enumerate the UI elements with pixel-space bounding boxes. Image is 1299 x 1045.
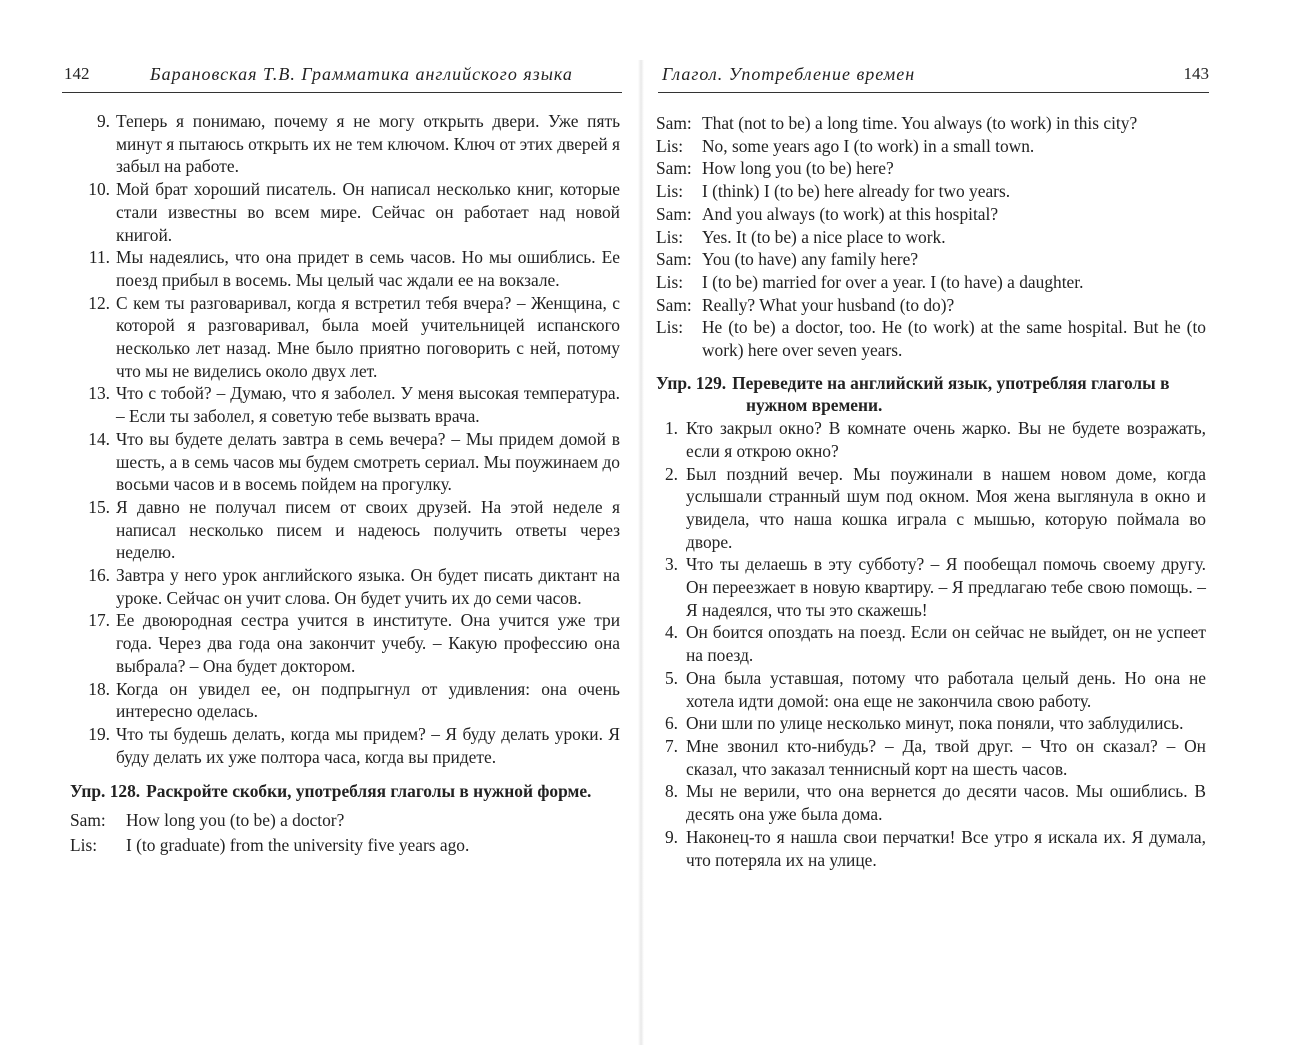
dialogue-line <box>656 135 1206 158</box>
list-item <box>656 712 1206 735</box>
item-text: Был поздний вечер. Мы поужинали в нашем новом доме, когда услышали странный шум под окном. Моя жена выглянула в окно и увидела, что наша кошка играла с мышью, которую поймала во дворе. <box>686 463 1206 552</box>
item-number: 5. <box>664 667 678 688</box>
item-number: 12. <box>88 292 110 313</box>
item-text: Кто закрыл окно? В комнате очень жарко. Вы не будете возражать, если я открою окно? <box>686 418 1206 461</box>
item-number: 13. <box>88 383 110 404</box>
item-number: 9. <box>664 826 678 847</box>
list-item <box>70 246 620 291</box>
item-text: С кем ты разговаривал, когда я встретил тебя вчера? – Женщина, с которой я разговаривал, была моей учительницей испанского несколько лет назад. Мне было приятно поговорить с ней, потому что мы не виделись около двух лет. <box>116 292 620 381</box>
list-item <box>656 553 1206 621</box>
item-text: Ее двоюродная сестра учится в институте. Она учится уже три года. Через два года она закончит учебу. – Какую профессию она выбрала? – Она будет доктором. <box>116 610 620 676</box>
item-text: Мы не верили, что она вернется до десяти часов. Мы ошиблись. В десять она уже была дома. <box>686 781 1206 825</box>
item-text: Они шли по улице несколько минут, пока поняли, что заблудились. <box>686 713 1184 734</box>
left-page-body <box>70 110 620 857</box>
dialogue-text: That (not to be) a long time. You always (to work) in this city? <box>702 113 1138 133</box>
dialogue-line <box>656 226 1206 249</box>
list-item <box>656 826 1206 871</box>
item-number: 1. <box>664 418 678 439</box>
item-text: Теперь я понимаю, почему я не могу открыть двери. Уже пять минут я пытаюсь открыть их не тем ключом. Ключ от этих дверей я забыл на работе. <box>116 111 620 177</box>
speaker-label: Sam: <box>656 158 692 179</box>
speaker-label: Sam: <box>656 249 692 270</box>
list-item <box>70 292 620 383</box>
item-text: Что вы будете делать завтра в семь вечера? – Мы придем домой в шесть, а в семь часов мы будем смотреть сериал. Мы поужинаем до восьми часов и в восемь пойдем на прогулку. <box>116 428 620 495</box>
speaker-label: Lis: <box>656 317 684 338</box>
item-number: 7. <box>664 735 678 756</box>
list-item <box>70 382 620 427</box>
item-number: 17. <box>88 610 110 631</box>
list-item <box>70 609 620 677</box>
dialogue-text: Really? What your husband (to do)? <box>702 294 955 315</box>
dialogue-line <box>656 112 1206 135</box>
dialogue-line <box>656 157 1206 180</box>
list-item <box>656 621 1206 666</box>
speaker-label: Lis: <box>656 271 684 292</box>
item-number: 3. <box>664 554 678 575</box>
right-page-header <box>658 62 1209 93</box>
item-number: 16. <box>88 565 110 586</box>
dialogue-text: How long you (to be) here? <box>702 158 894 179</box>
speaker-label: Lis: <box>70 834 98 855</box>
dialogue-line <box>656 248 1206 271</box>
speaker-label: Lis: <box>656 181 684 202</box>
dialogue-text: How long you (to be) a doctor? <box>126 810 345 831</box>
item-number: 6. <box>664 713 678 734</box>
item-text: Наконец-то я нашла свои перчатки! Все утро я искала их. Я думала, что потеряла их на улице. <box>686 826 1206 870</box>
dialogue-text: I (to be) married for over a year. I (to have) a daughter. <box>702 271 1084 292</box>
speaker-label: Lis: <box>656 226 684 247</box>
list-item <box>70 678 620 723</box>
speaker-label: Sam: <box>656 113 692 133</box>
list-item <box>70 178 620 246</box>
page-number: 143 <box>1183 64 1209 83</box>
item-text: Он боится опоздать на поезд. Если он сейчас не выйдет, он не успеет на поезд. <box>686 622 1206 666</box>
speaker-label: Lis: <box>656 135 684 156</box>
item-number: 4. <box>664 622 678 643</box>
list-item <box>70 564 620 609</box>
item-number: 18. <box>88 678 110 699</box>
item-text: Что с тобой? – Думаю, что я заболел. У меня высокая температура. – Если ты заболел, я советую тебе вызвать врача. <box>116 383 620 427</box>
dialogue-line <box>656 180 1206 203</box>
speaker-label: Sam: <box>70 810 106 831</box>
list-item <box>656 735 1206 780</box>
item-text: Мы надеялись, что она придет в семь часов. Но мы ошиблись. Ее поезд прибыл в восемь. Мы целый час ждали ее на вокзале. <box>116 247 620 290</box>
dialogue-line <box>70 834 620 857</box>
dialogue-text: I (to graduate) from the university five years ago. <box>126 834 470 855</box>
list-item <box>70 428 620 496</box>
dialogue-text: Yes. It (to be) a nice place to work. <box>702 226 946 247</box>
item-number: 14. <box>88 428 110 449</box>
dialogue-line <box>656 316 1206 361</box>
dialogue-line <box>70 809 620 832</box>
dialogue-line <box>656 203 1206 226</box>
item-number: 15. <box>88 496 110 517</box>
exercise-label: Упр. 129. <box>656 372 727 393</box>
running-head: Барановская Т.В. Грамматика английского языка <box>150 64 573 84</box>
exercise-label: Упр. 128. <box>70 781 141 802</box>
dialogue-line <box>656 294 1206 317</box>
dialogue-text: He (to be) a doctor, too. He (to work) at the same hospital. But he (to work) here over seven years. <box>702 317 1206 361</box>
exercise-items <box>656 417 1206 871</box>
item-text: Я давно не получал писем от своих друзей. На этой неделе я написал несколько писем и надеюсь получить ответы через неделю. <box>116 496 620 563</box>
list-item <box>70 496 620 564</box>
exercise-heading <box>656 372 1206 417</box>
item-text: Что ты делаешь в эту субботу? – Я пообещал помочь своему другу. Он переезжает в новую квартиру. – Я предлагаю тебе свою помощь. – Я надеялся, что ты это скажешь! <box>686 554 1206 620</box>
left-page-header <box>62 62 622 93</box>
list-item <box>70 110 620 178</box>
item-text: Завтра у него урок английского языка. Он будет писать диктант на уроке. Сейчас он учит слова. Он будет учить их до семи часов. <box>116 565 620 608</box>
exercise-instruction: Переведите на английский язык, употребляя глаголы в нужном времени. <box>732 372 1170 416</box>
dialogue-text: No, some years ago I (to work) in a small town. <box>702 135 1035 156</box>
right-page-body <box>656 112 1206 871</box>
list-item <box>656 667 1206 712</box>
item-number: 9. <box>96 111 110 131</box>
running-head: Глагол. Употребление времен <box>662 64 916 84</box>
exercise-heading <box>70 780 620 803</box>
list-item <box>70 723 620 768</box>
item-number: 2. <box>664 463 678 484</box>
dialogue-text: You (to have) any family here? <box>702 249 919 270</box>
item-text: Что ты будешь делать, когда мы придем? – Я буду делать уроки. Я буду делать их уже полтора часа, когда вы придете. <box>116 723 620 767</box>
dialogue-line <box>656 271 1206 294</box>
dialogue-text: I (think) I (to be) here already for two years. <box>702 181 1011 202</box>
list-item <box>656 780 1206 825</box>
item-text: Мой брат хороший писатель. Он написал несколько книг, которые стали известны во всем мире. Сейчас он работает над новой книгой. <box>116 179 620 245</box>
speaker-label: Sam: <box>656 294 692 315</box>
speaker-label: Sam: <box>656 203 692 224</box>
item-number: 10. <box>88 179 110 200</box>
item-text: Когда он увидел ее, он подпрыгнул от удивления: она очень интересно оделась. <box>116 678 620 722</box>
list-item <box>656 463 1206 554</box>
page-number: 142 <box>64 64 90 83</box>
dialogue-text: And you always (to work) at this hospital? <box>702 203 999 224</box>
item-number: 8. <box>664 781 678 802</box>
item-number: 19. <box>88 723 110 744</box>
item-text: Она была уставшая, потому что работала целый день. Но она не хотела идти домой: она еще не закончила свою работу. <box>686 667 1206 711</box>
exercise-instruction: Раскройте скобки, употребляя глаголы в нужной форме. <box>146 781 592 802</box>
item-number: 11. <box>88 247 110 268</box>
list-item <box>656 417 1206 462</box>
item-text: Мне звонил кто-нибудь? – Да, твой друг. – Что он сказал? – Он сказал, что заказал теннисный корт на шесть часов. <box>686 735 1206 779</box>
